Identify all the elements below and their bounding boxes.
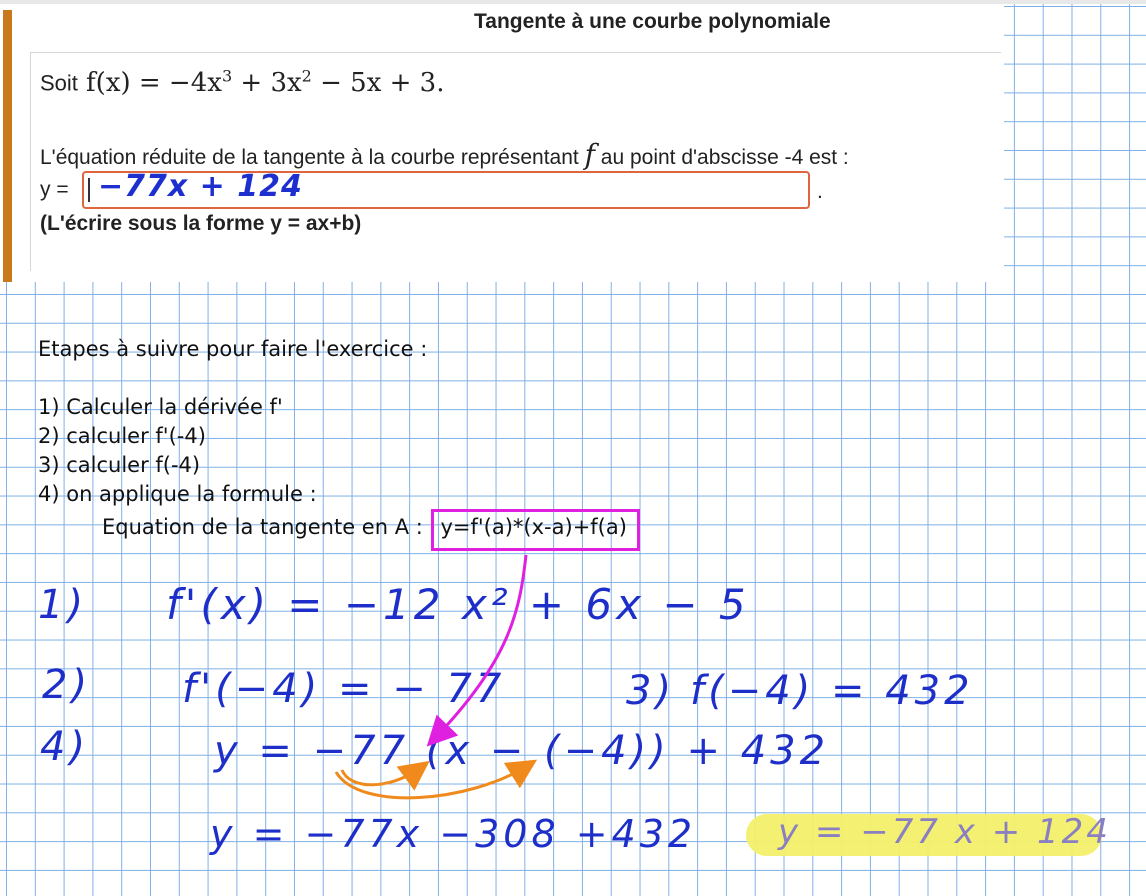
steps-list xyxy=(38,335,640,551)
hand-derivative-value: f'(−4) = − 77 xyxy=(182,666,506,712)
question-text: L'équation réduite de la tangente à la courbe représentant f au point d'abscisse -4 est : xyxy=(40,138,849,171)
format-hint: (L'écrire sous la forme y = ax+b) xyxy=(40,212,362,235)
step-3: 3) calculer f(-4) xyxy=(38,453,201,477)
function-expression: $f(x) = -4x^3 + 3x^2 - 5x + 3$. xyxy=(86,66,445,98)
exercise-accent-bar xyxy=(3,10,12,282)
hand-derivative: f'(x) = −12 x² + 6x − 5 xyxy=(166,580,750,629)
hand-label-3: 3) xyxy=(626,668,676,714)
tangent-formula-line xyxy=(38,509,640,551)
hand-label-2: 2) xyxy=(42,662,92,708)
trailing-dot: . xyxy=(817,180,823,203)
formula-prefix: Equation de la tangente en A : xyxy=(102,515,430,539)
steps-heading: Etapes à suivre pour faire l'exercice : xyxy=(38,337,428,361)
function-definition xyxy=(40,66,444,98)
hand-function-value: f(−4) = 432 xyxy=(690,668,974,714)
text-cursor xyxy=(88,178,90,202)
answer-value: −77x + 124 xyxy=(98,169,303,204)
hand-label-1: 1) xyxy=(38,582,88,628)
answer-label: y = xyxy=(40,178,69,201)
hand-tangent-substituted: y = −77 (x − (−4)) + 432 xyxy=(214,728,830,774)
step-1: 1) Calculer la dérivée f' xyxy=(38,395,283,419)
step-2: 2) calculer f'(-4) xyxy=(38,424,206,448)
step-4: 4) on applique la formule : xyxy=(38,482,317,506)
formula-box: y=f'(a)*(x-a)+f(a) xyxy=(431,509,639,551)
intro-label: Soit xyxy=(40,70,78,96)
exercise-title: Tangente à une courbe polynomiale xyxy=(474,10,831,33)
answer-input[interactable] xyxy=(82,171,810,209)
function-symbol: f xyxy=(584,138,595,171)
hand-tangent-expanded: y = −77x −308 +432 xyxy=(210,812,697,856)
hand-label-4: 4) xyxy=(40,724,90,770)
final-answer: y = −77 x + 124 xyxy=(778,812,1111,852)
